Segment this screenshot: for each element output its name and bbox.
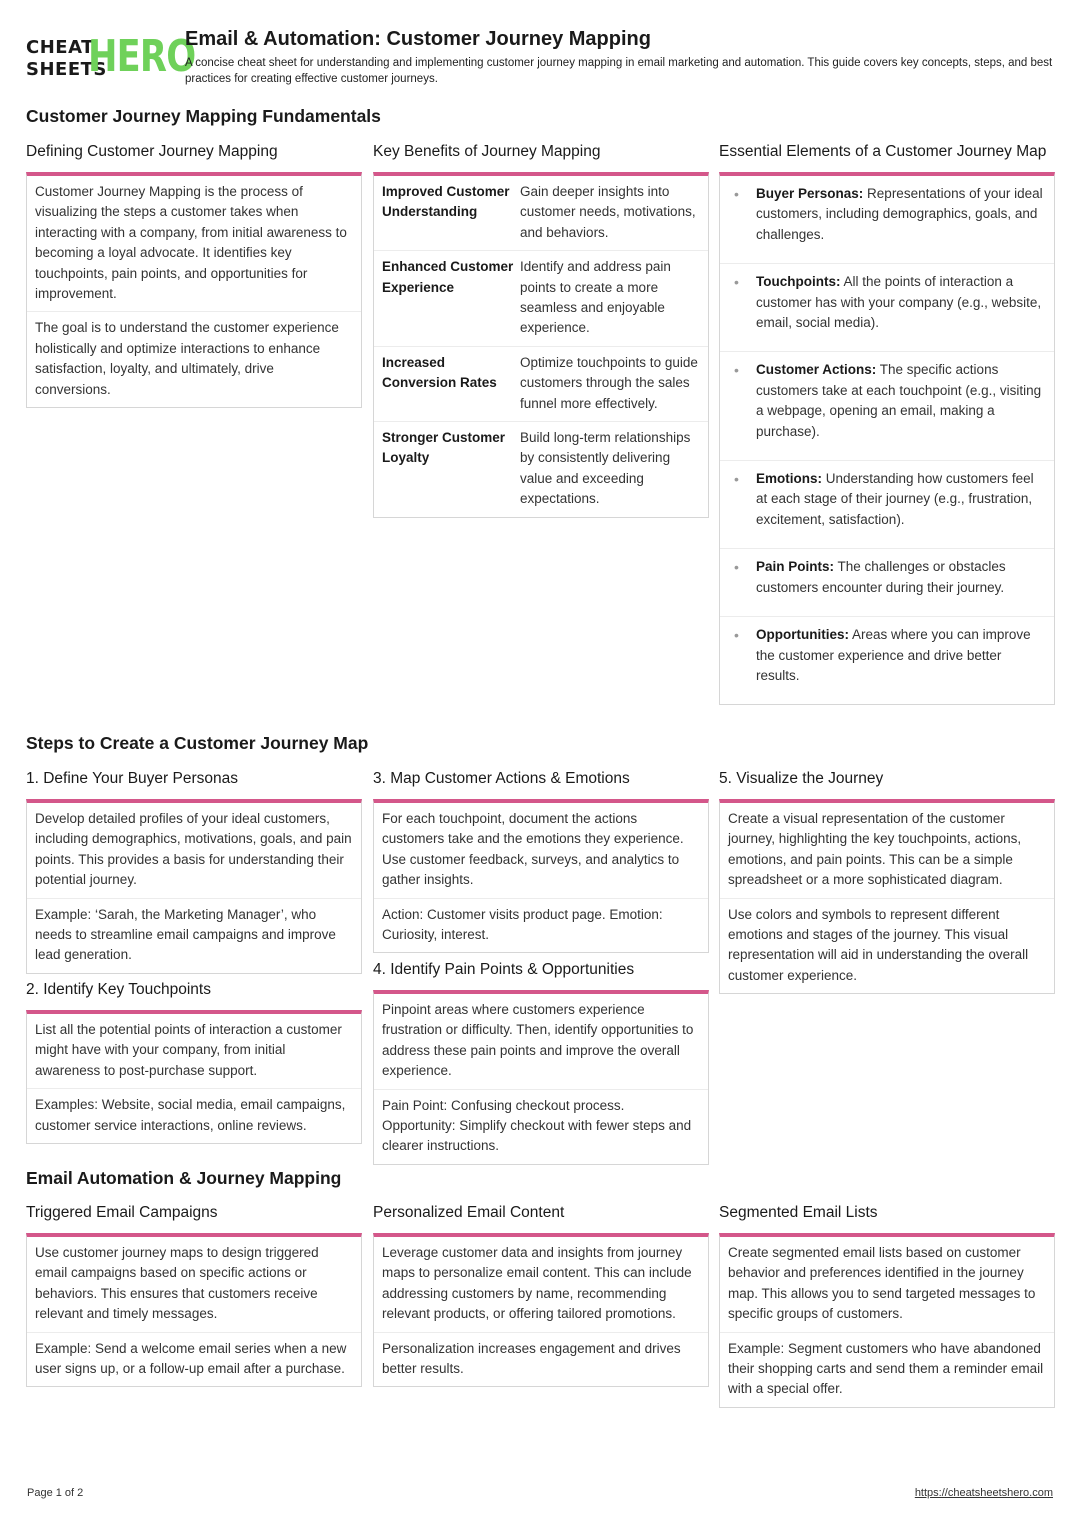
logo-line1: CHEAT <box>26 37 94 58</box>
list-item <box>720 176 1054 263</box>
card-step4 <box>373 958 709 1165</box>
element-value: The challenges or obstacles customers encounter during their journey. <box>756 559 1006 595</box>
card-row: Pain Point: Confusing checkout process. Opportunity: Simplify checkout with fewer steps and clearer instructions. <box>374 1089 708 1164</box>
element-value: All the points of interaction a customer has with your company (e.g., website, email, social media). <box>756 274 1042 331</box>
card-row: Example: ‘Sarah, the Marketing Manager’, who needs to streamline email campaigns and improve lead generation. <box>27 898 361 973</box>
card-body <box>26 1233 362 1387</box>
card-title: 5. Visualize the Journey <box>719 770 884 787</box>
card-step3 <box>373 767 709 953</box>
card-title: Defining Customer Journey Mapping <box>26 143 278 160</box>
card-row: For each touchpoint, document the actions customers take and the emotions they experience. Use customer feedback, surveys, and analytics to gather insights. <box>382 811 684 888</box>
benefit-value: Build long-term relationships by consistently delivering value and exceeding expectations. <box>520 430 691 507</box>
card-row: Personalization increases engagement and drives better results. <box>374 1332 708 1387</box>
card-body <box>26 1010 362 1144</box>
page-number: Page 1 of 2 <box>27 1487 84 1499</box>
card-benefits <box>373 140 709 518</box>
header <box>26 28 1056 92</box>
card-title: Personalized Email Content <box>373 1204 565 1221</box>
table-row <box>374 250 708 346</box>
list-item <box>720 460 1054 548</box>
element-key: Emotions: <box>756 471 822 487</box>
page-title: Email & Automation: Customer Journey Mapping <box>185 28 651 50</box>
element-value: Representations of your ideal customers, including demographics, goals, and challenges. <box>756 186 1043 242</box>
card-title: 1. Define Your Buyer Personas <box>26 770 238 787</box>
bullet-icon: • <box>734 559 739 576</box>
card-title: 3. Map Customer Actions & Emotions <box>373 770 630 787</box>
card-row: Use colors and symbols to represent different emotions and stages of the journey. This visual representation will aid in understanding the overall customer experience. <box>720 898 1054 994</box>
card-row: Examples: Website, social media, email campaigns, customer service interactions, online reviews. <box>27 1088 361 1143</box>
card-body <box>373 1233 709 1387</box>
bullet-icon: • <box>734 274 739 291</box>
card-body <box>26 799 362 974</box>
card-row: Create a visual representation of the customer journey, highlighting the key touchpoints, actions, emotions, and pain points. This can be a simple spreadsheet or a more sophisticated diagram. <box>728 811 1022 888</box>
card-body <box>373 172 709 518</box>
list-item <box>720 263 1054 351</box>
logo-line2: SHEETS <box>26 59 107 80</box>
list-item <box>720 616 1054 704</box>
card-row: Example: Send a welcome email series when a new user signs up, or a follow-up email after a purchase. <box>27 1332 361 1387</box>
card-title: Key Benefits of Journey Mapping <box>373 143 601 160</box>
card-segmented <box>719 1201 1055 1408</box>
section-title-fundamentals: Customer Journey Mapping Fundamentals <box>26 106 381 126</box>
benefit-value: Optimize touchpoints to guide customers through the sales funnel more effectively. <box>520 354 698 411</box>
benefit-key: Increased Conversion Rates <box>382 354 497 391</box>
table-row <box>374 346 708 421</box>
card-step2 <box>26 978 362 1144</box>
logo[interactable] <box>26 31 196 82</box>
table-row <box>374 176 708 250</box>
card-step5 <box>719 767 1055 994</box>
card-row: Customer Journey Mapping is the process of visualizing the steps a customer takes when interacting with a company, from initial awareness to becoming a loyal advocate. It identifies key touchpoints, pain points, and opportunities for improvement. <box>35 184 347 302</box>
card-title: Triggered Email Campaigns <box>26 1204 218 1221</box>
element-key: Touchpoints: <box>756 274 841 290</box>
card-triggered <box>26 1201 362 1387</box>
card-body <box>719 1233 1055 1408</box>
card-body <box>26 172 362 408</box>
bullet-icon: • <box>734 362 739 379</box>
section-title-steps: Steps to Create a Customer Journey Map <box>26 733 369 753</box>
card-step1 <box>26 767 362 974</box>
benefit-value: Identify and address pain points to create a more seamless and enjoyable experience. <box>520 259 671 336</box>
card-row: List all the potential points of interaction a customer might have with your company, from initial awareness to post-purchase support. <box>35 1022 342 1078</box>
element-key: Opportunities: <box>756 627 849 643</box>
element-key: Pain Points: <box>756 559 835 575</box>
card-defining <box>26 140 362 408</box>
card-row: Leverage customer data and insights from journey maps to personalize email content. This can include addressing customers by name, recommending relevant products, or offering tailored promotions. <box>382 1245 692 1322</box>
card-row: Develop detailed profiles of your ideal customers, including demographics, motivations, goals, and pain points. This provides a basis for understanding their potential journey. <box>35 811 352 888</box>
card-row: Action: Customer visits product page. Emotion: Curiosity, interest. <box>374 898 708 953</box>
benefit-key: Improved Customer Understanding <box>382 184 510 220</box>
element-key: Buyer Personas: <box>756 186 864 201</box>
bullet-icon: • <box>734 186 739 202</box>
element-key: Customer Actions: <box>756 362 877 378</box>
card-row: Pinpoint areas where customers experience frustration or difficulty. Then, identify opportunities to address these pain points and improve the overall experience. <box>382 1002 694 1079</box>
card-row: Create segmented email lists based on customer behavior and preferences identified in the journey map. This allows you to send targeted messages to specific groups of customers. <box>728 1245 1036 1322</box>
section-title-email-automation: Email Automation & Journey Mapping <box>26 1168 342 1188</box>
card-body <box>373 799 709 953</box>
bullet-icon: • <box>734 627 739 644</box>
card-body <box>719 172 1055 705</box>
card-title: Essential Elements of a Customer Journey Map <box>719 143 1047 160</box>
table-row <box>374 421 708 517</box>
card-title: 2. Identify Key Touchpoints <box>26 981 211 998</box>
card-personalized <box>373 1201 709 1387</box>
list-item <box>720 351 1054 460</box>
element-value: Areas where you can improve the customer experience and drive better results. <box>756 627 1031 683</box>
benefit-key: Stronger Customer Loyalty <box>382 430 506 466</box>
element-value: The specific actions customers take at each touchpoint (e.g., visiting a webpage, opening an email, making a purchase). <box>756 362 1042 439</box>
list-item <box>720 548 1054 616</box>
bullet-icon: • <box>734 471 739 488</box>
card-body <box>373 990 709 1165</box>
element-value: Understanding how customers feel at each stage of their journey (e.g., frustration, excitement, satisfaction). <box>756 471 1034 527</box>
card-body <box>719 799 1055 994</box>
footer-link[interactable]: https://cheatsheetshero.com <box>914 1487 1053 1499</box>
card-row: Example: Segment customers who have abandoned their shopping carts and send them a reminder email with a special offer. <box>720 1332 1054 1407</box>
page-subtitle: A concise cheat sheet for understanding and implementing customer journey mapping in email marketing and automation. This guide covers key concepts, steps, and best practices for creating effective customer journeys. <box>185 57 1053 85</box>
card-title: 4. Identify Pain Points & Opportunities <box>373 961 635 978</box>
card-title: Segmented Email Lists <box>719 1204 878 1221</box>
card-elements <box>719 140 1055 705</box>
benefit-value: Gain deeper insights into customer needs, motivations, and behaviors. <box>520 184 696 240</box>
logo-hero: HERO <box>88 31 196 82</box>
benefit-key: Enhanced Customer Experience <box>382 259 514 295</box>
card-row: Use customer journey maps to design triggered email campaigns based on specific actions or behaviors. This ensures that customers receive relevant and timely messages. <box>35 1245 319 1322</box>
card-row: The goal is to understand the customer experience holistically and optimize interactions to enhance satisfaction, loyalty, and ultimately, drive conversions. <box>27 311 361 407</box>
